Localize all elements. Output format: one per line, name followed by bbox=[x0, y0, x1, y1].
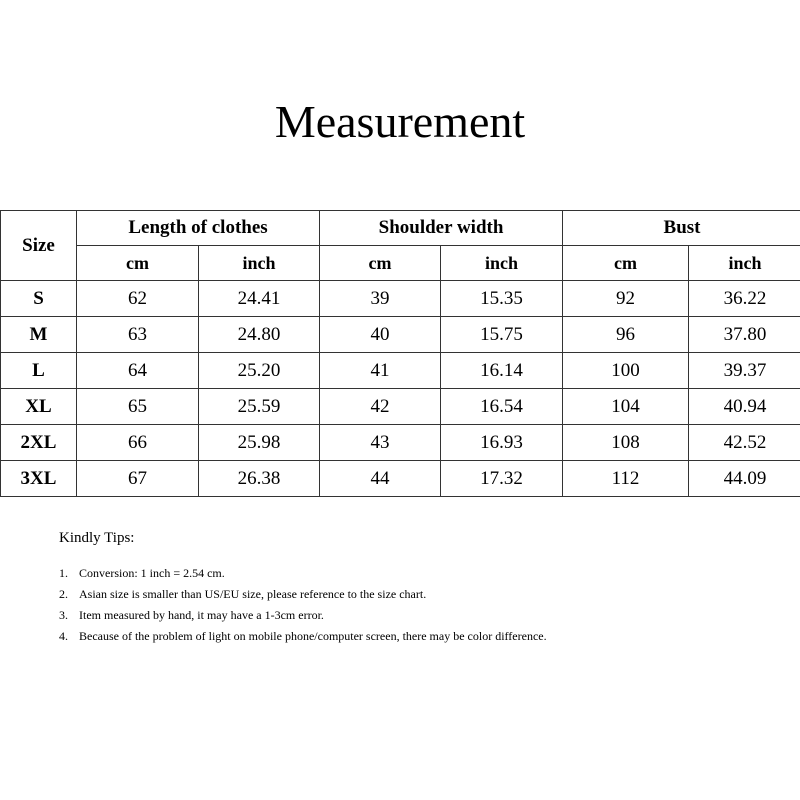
table-cell: 92 bbox=[563, 281, 689, 317]
table-cell: 100 bbox=[563, 353, 689, 389]
table-cell: 44 bbox=[320, 461, 441, 497]
table-cell: 15.75 bbox=[441, 317, 563, 353]
list-item-text: Asian size is smaller than US/EU size, please reference to the size chart. bbox=[79, 587, 427, 601]
table-unit-row bbox=[1, 246, 800, 281]
table-cell: 40 bbox=[320, 317, 441, 353]
table-cell: 66 bbox=[77, 425, 199, 461]
table-cell: 39 bbox=[320, 281, 441, 317]
table-cell: 25.59 bbox=[199, 389, 320, 425]
unit-header: inch bbox=[689, 246, 800, 281]
table-cell: 64 bbox=[77, 353, 199, 389]
table-header-row bbox=[1, 211, 800, 246]
table-row bbox=[1, 281, 800, 317]
table-cell: 26.38 bbox=[199, 461, 320, 497]
size-cell: S bbox=[1, 281, 77, 317]
unit-header: inch bbox=[441, 246, 563, 281]
table-cell: 40.94 bbox=[689, 389, 800, 425]
list-item-text: Conversion: 1 inch = 2.54 cm. bbox=[79, 566, 225, 580]
table-cell: 15.35 bbox=[441, 281, 563, 317]
list-item bbox=[59, 563, 579, 584]
table-cell: 37.80 bbox=[689, 317, 800, 353]
list-item bbox=[59, 605, 579, 626]
table-cell: 67 bbox=[77, 461, 199, 497]
table-cell: 42.52 bbox=[689, 425, 800, 461]
table-cell: 39.37 bbox=[689, 353, 800, 389]
table-row bbox=[1, 425, 800, 461]
table-row bbox=[1, 353, 800, 389]
table-row bbox=[1, 461, 800, 497]
unit-header: inch bbox=[199, 246, 320, 281]
table-row bbox=[1, 389, 800, 425]
list-item-text: Item measured by hand, it may have a 1-3cm error. bbox=[79, 608, 324, 622]
table-cell: 16.93 bbox=[441, 425, 563, 461]
size-cell: XL bbox=[1, 389, 77, 425]
table-cell: 43 bbox=[320, 425, 441, 461]
size-column-header: Size bbox=[1, 211, 77, 281]
table-cell: 62 bbox=[77, 281, 199, 317]
size-cell: M bbox=[1, 317, 77, 353]
list-item bbox=[59, 584, 579, 605]
table-cell: 16.14 bbox=[441, 353, 563, 389]
table-row bbox=[1, 317, 800, 353]
table-cell: 25.20 bbox=[199, 353, 320, 389]
unit-header: cm bbox=[563, 246, 689, 281]
list-item-number: 3. bbox=[59, 608, 68, 622]
table-cell: 36.22 bbox=[689, 281, 800, 317]
table-cell: 96 bbox=[563, 317, 689, 353]
table-cell: 24.41 bbox=[199, 281, 320, 317]
list-item bbox=[59, 626, 579, 647]
size-cell: 2XL bbox=[1, 425, 77, 461]
list-item-number: 2. bbox=[59, 587, 68, 601]
tips-section bbox=[59, 527, 579, 647]
page-title: Measurement bbox=[274, 96, 526, 147]
size-cell: 3XL bbox=[1, 461, 77, 497]
table-cell: 108 bbox=[563, 425, 689, 461]
size-table bbox=[0, 210, 800, 497]
unit-header: cm bbox=[77, 246, 199, 281]
table-cell: 16.54 bbox=[441, 389, 563, 425]
list-item-number: 4. bbox=[59, 629, 68, 643]
table-cell: 104 bbox=[563, 389, 689, 425]
shoulder-group-header: Shoulder width bbox=[320, 211, 563, 246]
table-cell: 112 bbox=[563, 461, 689, 497]
length-group-header: Length of clothes bbox=[77, 211, 320, 246]
list-item-text: Because of the problem of light on mobile phone/computer screen, there may be color difference. bbox=[79, 629, 547, 643]
table-cell: 42 bbox=[320, 389, 441, 425]
table-cell: 63 bbox=[77, 317, 199, 353]
table-cell: 17.32 bbox=[441, 461, 563, 497]
tips-list bbox=[59, 563, 579, 647]
size-cell: L bbox=[1, 353, 77, 389]
table-cell: 24.80 bbox=[199, 317, 320, 353]
table-cell: 65 bbox=[77, 389, 199, 425]
table-cell: 44.09 bbox=[689, 461, 800, 497]
table-cell: 25.98 bbox=[199, 425, 320, 461]
table-cell: 41 bbox=[320, 353, 441, 389]
bust-group-header: Bust bbox=[563, 211, 800, 246]
list-item-number: 1. bbox=[59, 566, 68, 580]
tips-title: Kindly Tips: bbox=[59, 530, 135, 546]
unit-header: cm bbox=[320, 246, 441, 281]
